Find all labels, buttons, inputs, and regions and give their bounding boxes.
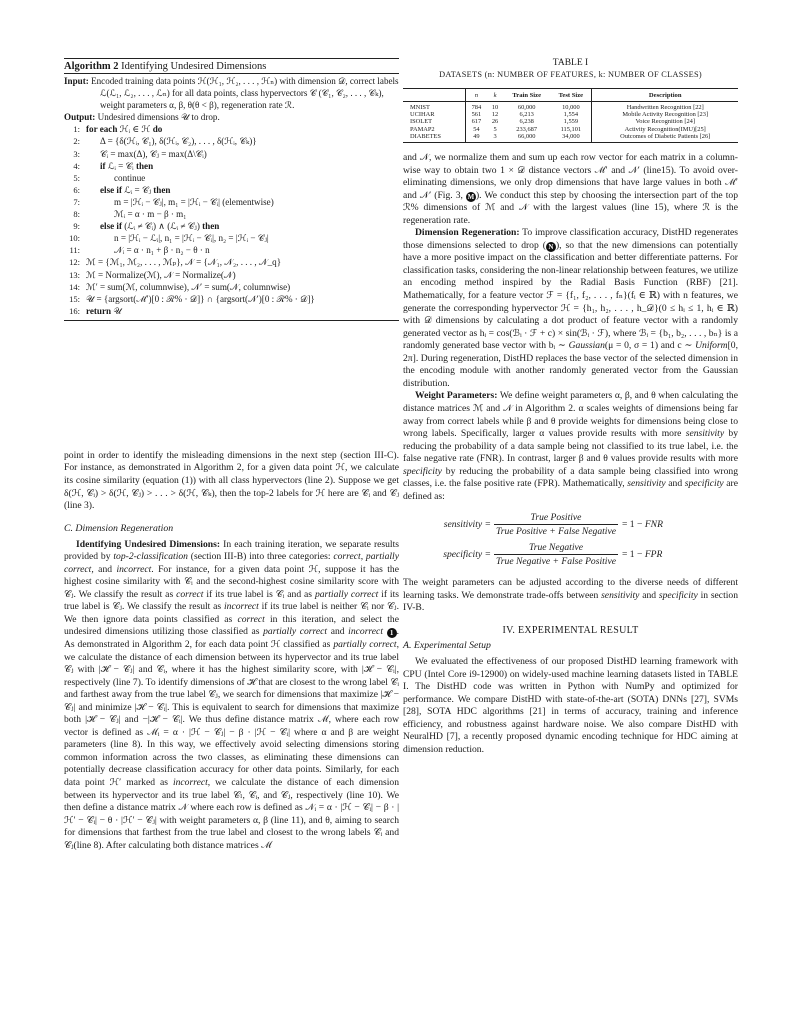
right-column xyxy=(403,58,738,756)
table-cell: 1,559 xyxy=(563,118,579,126)
algorithm-line: 8: ℳᵢ = α · m − β · m₁ xyxy=(73,209,187,220)
left-paragraph-2: Identifying Undesired Dimensions: In each training iteration, we separate results provided by top-2-classification (section III-B) into three categories: correct, partially correct, and incorrect. For instance, for a given data point ℋ, suppose it has the highest cosine similarity with 𝒞ᵢ and the second-highest cosine similarity score with 𝒞ⱼ. We classify the result as correct if its true label is 𝒞ᵢ and as partially correct if its true label is 𝒞ⱼ. We classify the result as incorrect if its true label is neither 𝒞ᵢ nor 𝒞ⱼ. We then ignore data points classified as correct in this iteration, and select the undesired dimensions utilizing those classified as partially correct and incorrect 1 . As demonstrated in Algorithm 2, for each data point ℋ classified as partially correct, we calculate the distance of each dimension between its hypervector and its true label 𝒞ⱼ with |ℋ − 𝒞ⱼ| and 𝒞ᵢ, where it has the highest similarity score, with |ℋ − 𝒞ᵢ|, respectively (line 7). To identify dimensions of ℋ that are closest to the wrong label 𝒞ᵢ and farthest away from the true label 𝒞ⱼ, we search for dimensions that maximize |ℋ − 𝒞ⱼ| and minimize |ℋ − 𝒞ᵢ|. This is equivalent to search for dimensions that maximize both |ℋ − 𝒞ⱼ| and −|ℋ − 𝒞ᵢ|. We thus define distance matrix ℳ, where each row vector is defined as ℳᵢ = α · |ℋ − 𝒞ⱼ| − β · |ℋ − 𝒞ᵢ| where α and β are weight parameters (line 8). In this way, we effectively avoid selecting dimensions storing common information across the two classes, as eliminating these dimensions can potentially decrease classification accuracy for other data points. Similarly, for each data point ℋ′ marked as incorrect, we calculate the distance of each dimension between its hypervector and its true label 𝒞ₗ, 𝒞ᵢ, and 𝒞ⱼ, respectively (line 10). We then define a distance matrix 𝒩 where each row is defined as 𝒩ᵢ = α · |ℋ − 𝒞ᵢ| − β · |ℋ′ − 𝒞ᵢ| − θ · |ℋ′ − 𝒞ⱼ| with weight parameters α, β (line 11), and θ, aiming to search for dimensions that farthest from the true label and closest to the wrong labels 𝒞ᵢ and 𝒞ⱼ(line 8). After calculating both distance matrices ℳ xyxy=(64,538,400,851)
algorithm-line: 15: 𝒰 = {argsort(ℳ′)[0 : ℛ% · 𝒟]} ∩ {argsort(𝒩′)[0 : ℛ% · 𝒟]} xyxy=(69,293,315,304)
table-cell: DIABETES xyxy=(410,132,441,140)
right-paragraph-5: We evaluated the effectiveness of our proposed DistHD learning framework with CPU (Intel Core i9-12900) on widely-used machine learning datasets listed in TABLE I. The DistHD code was written in Python with NumPy and optimized for performance. We compare DistHD with state-of-the-art (SOTA) DNNs [27], SVMs [28], SOTA HDC algorithms [21] in terms of accuracy, training and inference efficiency, and robustness against hardware noise. We also compare DistHD with NeuralHD [7], a recently proposed dynamic encoding technique for HDC aiming at dimension reduction. xyxy=(403,655,738,755)
table-cell: 26 xyxy=(491,118,499,126)
step-1-marker: 1 xyxy=(387,628,397,638)
table-cell: Handwritten Recognition [22] xyxy=(592,102,738,112)
table-cell: Activity Recognition(IMU)[25] xyxy=(592,126,738,133)
table-cell: 66,000 xyxy=(517,132,536,140)
algorithm-body xyxy=(64,74,399,320)
algorithm-line: 12: ℳ = {ℳ₁, ℳ₂, . . . , ℳₚ}, 𝒩 = {𝒩₁, 𝒩₂, . . . , 𝒩_q} xyxy=(69,257,282,268)
algorithm-line: 13: ℳ = Normalize(ℳ), 𝒩 = Normalize(𝒩) xyxy=(69,269,236,280)
table-cell: 12 xyxy=(491,111,499,119)
step-n-marker: N xyxy=(546,242,556,252)
table-row xyxy=(403,111,738,118)
algorithm-line: 16: return 𝒰 xyxy=(69,305,122,316)
left-column xyxy=(64,58,399,852)
table-cell: Outcomes of Diabetic Patients [26] xyxy=(592,133,738,143)
algorithm-line: 7: m = |ℋᵢ − 𝒞ⱼ|, m₁ = |ℋᵢ − 𝒞ᵢ| (elementwise) xyxy=(73,196,274,207)
algorithm-input: Input: Encoded training data points ℋ(ℋ₁, ℋ₂, . . . , ℋₙ) with dimension 𝒟, correct labels ℒ(ℒ₁, ℒ₂, . . . , ℒₙ) for all data points, class hypervectors 𝒞 (𝒞₁, 𝒞₂, . . . , 𝒞ₖ), weight parameters α, β, θ(θ < β), regeneration rate ℛ. xyxy=(64,76,399,111)
algorithm-line: 4: if ℒᵢ = 𝒞ᵢ then xyxy=(73,160,154,171)
table-cell: 10,000 xyxy=(562,104,580,111)
table-cell: 561 xyxy=(465,111,487,118)
table-cell: MNIST xyxy=(410,104,430,111)
table-body xyxy=(403,102,738,143)
table-cell: PAMAP2 xyxy=(410,125,435,133)
specificity-formula: specificity = $\frac{\text{True Negative}}{\text{True Negative + False Positive}}$ = 1 − FPR xyxy=(443,541,663,567)
subsection-heading-setup: A. Experimental Setup xyxy=(403,639,491,651)
table-cell: 6,238 xyxy=(519,118,534,126)
table-cell: 34,000 xyxy=(562,132,580,140)
table-cell: ISOLET xyxy=(410,118,433,126)
table-row xyxy=(403,126,738,133)
algorithm-line: 9: else if (ℒᵢ ≠ 𝒞ᵢ) ∧ (ℒᵢ ≠ 𝒞ⱼ) then xyxy=(73,221,220,232)
table-cell: Mobile Activity Recognition [23] xyxy=(592,111,738,118)
left-paragraph-1: point in order to identify the misleading dimensions in the next step (section III-C). For instance, as demonstrated in Algorithm 2, for a given data point ℋ, we calculate its cosine similarity (equation (1)) with all class hypervectors (line 2). Suppose we get δ(ℋ, 𝒞ᵢ) > δ(ℋ, 𝒞ⱼ) > . . . > δ(ℋ, 𝒞ₖ), then the top-2 labels for ℋ here are 𝒞ᵢ and 𝒞ⱼ (line 3). xyxy=(64,449,399,512)
right-paragraph-1: and 𝒩, we normalize them and sum up each row vector for each matrix in a column-wise way to obtain two 1 × 𝒟 distance vectors ℳ′ and 𝒩′ (line15). To avoid over-eliminating dimensions, we only drop dimensions that have large values in both ℳ′ and 𝒩′ (Fig. 3, M ). We conduct this step by choosing the intersection part of the top ℛ% dimensions of ℳ and 𝒩 with the largest values (line 15), where ℛ is the regeneration rate. xyxy=(403,152,738,226)
table-caption: TABLE I xyxy=(552,58,589,68)
table-header-description: Description xyxy=(592,89,738,102)
algorithm-line: 10: n = |ℋᵢ − ℒᵢ|, n₁ = |ℋᵢ − 𝒞ᵢ|, n₂ = |ℋᵢ − 𝒞ⱼ| xyxy=(69,233,269,244)
algorithm-box xyxy=(64,58,399,321)
table-row xyxy=(403,102,738,112)
algorithm-line: 14: ℳ′ = sum(ℳ, columnwise), 𝒩′ = sum(𝒩, columnwise) xyxy=(69,281,291,292)
step-m-marker: M xyxy=(467,192,475,201)
algorithm-line: 2: Δ = {δ(ℋᵢ, 𝒞₁), δ(ℋᵢ, 𝒞₂), . . . , δ(ℋᵢ, 𝒞ₖ)} xyxy=(73,136,257,147)
table-cell: 233,687 xyxy=(516,125,538,133)
table-cell: 617 xyxy=(465,118,487,125)
table-cell: 60,000 xyxy=(517,104,536,111)
algorithm-line: 6: else if ℒᵢ = 𝒞ⱼ then xyxy=(73,184,171,195)
table-cell: 115,101 xyxy=(560,125,582,133)
table-header-train: Train Size xyxy=(503,89,550,102)
right-paragraph-3: Weight Parameters: We define weight parameters α, β, and θ when calculating the distance matrices ℳ and 𝒩 in Algorithm 2. α scales weights of dimensions being far away from correct labels while β and θ provide weights for dimensions being close to wrong labels. Specifically, larger α values provide results with more sensitivity by reducing the probability of a data sample being not classified to its true label, i.e. the false negative rate (FNR). In contrast, larger β and θ values provide results with more specificity by reducing the probability of a data sample being classified into wrong classes, i.e. the false positive rate (FPR). Mathematically, sensitivity and specificity are defined as: xyxy=(403,390,738,502)
table-header-test: Test Size xyxy=(550,89,592,102)
formulas xyxy=(403,509,738,569)
right-paragraph-2: Dimension Regeneration: To improve classification accuracy, DistHD regenerates those dimensions selected to drop ( N ), so that the new dimensions can potentially have a more positive impact on the classification and better differentiate patterns. For classification tasks, considering the non-linear relationship between features, we utilize an encoding method inspired by the Radial Basis Function (RBF) [21]. Mathematically, for a feature vector ℱ = {f₁, f₂, . . . , fₙ}(fᵢ ∈ ℝ) with n features, we generate the corresponding hypervector ℋ = {h₁, h₂, . . . , h_𝒟}(0 ≤ hᵢ ≤ 1, hᵢ ∈ ℝ) with 𝒟 dimensions by calculating a dot product of feature vector with a randomly generated vector as hᵢ = cos(ℬᵢ · ℱ + c) × sin(ℬᵢ · ℱ), where ℬᵢ = {b₁, b₂, . . . , bₙ} is a randomly generated base vector with bᵢ ∼ Gaussian(μ = 0, σ = 1) and c ∼ Uniform[0, 2π]. During regeneration, DistHD replaces the base vector of the selected dimension in the encoding module with another randomly generated vector from the Gaussian distribution. xyxy=(403,227,739,389)
table-cell: 10 xyxy=(491,104,499,111)
table-cell: Voice Recognition [24] xyxy=(592,118,738,125)
algorithm-title: Algorithm 2 Identifying Undesired Dimensions xyxy=(64,59,399,74)
table-cell: 49 xyxy=(465,133,487,143)
table-row xyxy=(403,118,738,125)
algorithm-line: 11: 𝒩ᵢ = α · n₁ + β · n₂ − θ · n xyxy=(69,245,210,256)
table-cell: 5 xyxy=(493,125,497,133)
table-header-row xyxy=(403,89,738,102)
table-cell: 3 xyxy=(493,132,497,140)
section-heading: IV. EXPERIMENTAL RESULT xyxy=(502,624,639,636)
table-header-n: n xyxy=(465,89,487,102)
table-cell: 784 xyxy=(465,102,487,112)
table-cell: 1,554 xyxy=(563,111,579,119)
table-header-k: k xyxy=(487,89,503,102)
right-paragraph-4: The weight parameters can be adjusted according to the diverse needs of different learning tasks. We demonstrate trade-offs between sensitivity and specificity in section IV-B. xyxy=(403,577,738,614)
table-subtitle: DATASETS (n: NUMBER OF FEATURES, k: NUMBER OF CLASSES) xyxy=(439,70,702,79)
algorithm-line: 3: 𝒞ᵢ = max(Δ), 𝒞ⱼ = max(Δ\𝒞ᵢ) xyxy=(73,148,207,159)
algorithm-line: 5: continue xyxy=(73,172,146,183)
table-header-name xyxy=(403,89,465,102)
table-cell: UCIHAR xyxy=(410,111,435,119)
datasets-table xyxy=(403,88,738,143)
table-cell: 6,213 xyxy=(519,111,534,119)
algorithm-lines xyxy=(64,123,399,317)
subsection-heading: C. Dimension Regeneration xyxy=(64,522,174,534)
algorithm-output: Output: Undesired dimensions 𝒰 to drop. xyxy=(64,112,220,123)
sensitivity-formula: sensitivity = $\frac{\text{True Positive}}{\text{True Positive + False Negative}}$ = 1 − FNR xyxy=(443,511,663,537)
algorithm-line: 1: for each ℋᵢ ∈ ℋ do xyxy=(73,124,163,135)
table-row xyxy=(403,133,738,143)
table-cell: 54 xyxy=(465,126,487,133)
